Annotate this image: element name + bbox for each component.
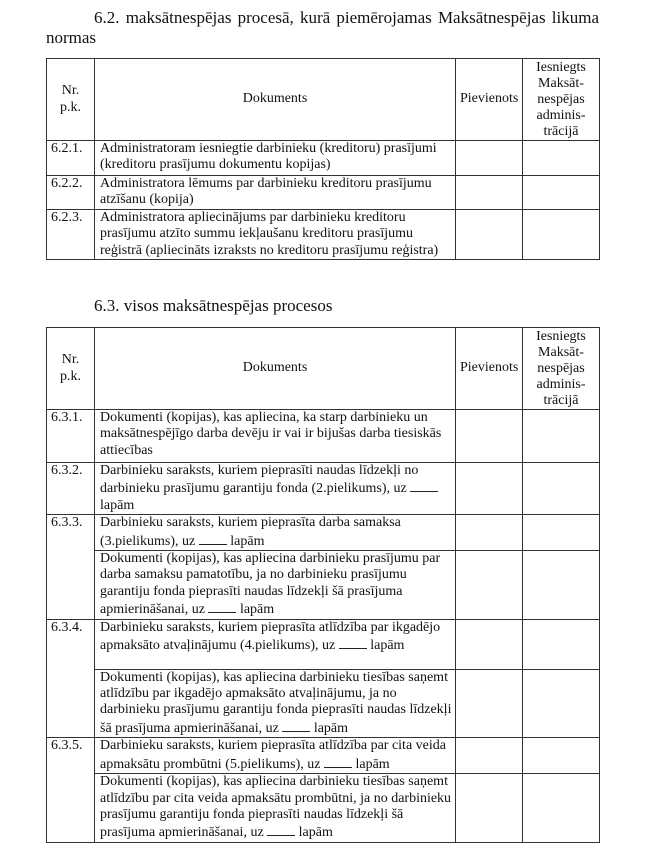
document-text: Dokumenti (kopijas), kas apliecina darbinieku prasījumu par darba samaksu pamatotību, ja no darbinieku prasījumu garantiju fonda pieprasīti naudas līdzekļi šā prasījuma apmierināšanai, uz <box>100 551 441 618</box>
col-header-attached: Pievienots <box>456 328 523 410</box>
table-subrow <box>47 669 600 738</box>
page-count-blank[interactable] <box>208 600 236 613</box>
attached-cell[interactable] <box>456 410 523 463</box>
row-document <box>95 738 456 774</box>
document-suffix: lapām <box>100 497 135 513</box>
page-count-blank[interactable] <box>324 755 352 768</box>
row-number: 6.2.3. <box>47 209 95 259</box>
document-suffix: lapām <box>355 756 390 772</box>
table-row <box>47 463 600 515</box>
col-header-submitted: Iesniegts Maksāt-nespējas adminis-trācijā <box>523 328 600 410</box>
page-count-blank[interactable] <box>410 479 438 492</box>
row-document <box>95 619 456 669</box>
row-document <box>95 551 456 620</box>
row-number: 6.3.2. <box>47 463 95 515</box>
table-row <box>47 619 600 669</box>
table-row <box>47 515 600 551</box>
section-6-2-heading: 6.2. maksātnespējas procesā, kurā piemērojamas Maksātnespējas likuma normas <box>46 8 599 47</box>
documents-table-6-2 <box>46 58 600 260</box>
row-document <box>95 774 456 843</box>
attached-cell[interactable] <box>456 515 523 551</box>
attached-cell[interactable] <box>456 176 523 210</box>
submitted-cell[interactable] <box>523 738 600 774</box>
submitted-cell[interactable] <box>523 141 600 176</box>
table-row <box>47 410 600 463</box>
col-header-submitted: Iesniegts Maksāt-nespējas adminis-trācijā <box>523 59 600 141</box>
submitted-cell[interactable] <box>523 515 600 551</box>
submitted-cell[interactable] <box>523 176 600 210</box>
col-header-document: Dokuments <box>95 328 456 410</box>
document-text: Darbinieku saraksts, kuriem pieprasīti naudas līdzekļi no darbinieku prasījumu garantiju fonda (2.pielikums), uz <box>100 463 419 497</box>
row-number: 6.2.1. <box>47 141 95 176</box>
col-header-document: Dokuments <box>95 59 456 141</box>
attached-cell[interactable] <box>456 551 523 620</box>
row-document: Administratora lēmums par darbinieku kreditoru prasījumu atzīšanu (kopija) <box>95 176 456 210</box>
table-row <box>47 176 600 210</box>
page-count-blank[interactable] <box>282 719 310 732</box>
submitted-cell[interactable] <box>523 669 600 738</box>
document-suffix: lapām <box>298 825 333 841</box>
attached-cell[interactable] <box>456 619 523 669</box>
row-number: 6.3.1. <box>47 410 95 463</box>
table-row <box>47 141 600 176</box>
attached-cell[interactable] <box>456 774 523 843</box>
document-text: Darbinieku saraksts, kuriem pieprasīta darba samaksa (3.pielikums), uz <box>100 515 401 549</box>
document-suffix: lapām <box>313 720 349 736</box>
document-suffix: lapām <box>239 602 275 618</box>
section-6-3-heading: 6.3. visos maksātnespējas procesos <box>94 296 333 315</box>
row-number: 6.3.4. <box>47 619 95 738</box>
document-text: Dokumenti (kopijas), kas apliecina darbinieku tiesības saņemt atlīdzību par ikgadējo apmaksāto atvaļinājumu, ja no darbinieku prasījumu garantiju fonda pieprasīti naudas līdzekļi šā prasījuma apmierināšanai, uz <box>100 669 452 736</box>
document-text: Darbinieku saraksts, kuriem pieprasīta atlīdzība par cita veida apmaksātu prombūtni (5.pielikums), uz <box>100 738 446 772</box>
document-suffix: lapām <box>230 533 265 549</box>
row-document <box>95 669 456 738</box>
table-header-row <box>47 328 600 410</box>
submitted-cell[interactable] <box>523 410 600 463</box>
row-document <box>95 515 456 551</box>
col-header-nr: Nr. p.k. <box>47 59 95 141</box>
submitted-cell[interactable] <box>523 551 600 620</box>
page-count-blank[interactable] <box>199 532 227 545</box>
page-count-blank[interactable] <box>267 823 295 836</box>
attached-cell[interactable] <box>456 669 523 738</box>
row-document: Administratora apliecinājums par darbinieku kreditoru prasījumu atzīto summu iekļaušanu kreditoru prasījumu reģistrā (apliecināts izraksts no kreditoru prasījumu reģistra) <box>95 209 456 259</box>
row-number: 6.3.5. <box>47 738 95 842</box>
table-row <box>47 209 600 259</box>
attached-cell[interactable] <box>456 738 523 774</box>
table-subrow <box>47 551 600 620</box>
table-subrow <box>47 774 600 843</box>
attached-cell[interactable] <box>456 141 523 176</box>
row-number: 6.3.3. <box>47 515 95 619</box>
submitted-cell[interactable] <box>523 209 600 259</box>
row-document: Dokumenti (kopijas), kas apliecina, ka starp darbinieku un maksātnespējīgo darba devēju ir vai ir bijušas darba tiesiskās attiecības <box>95 410 456 463</box>
row-number: 6.2.2. <box>47 176 95 210</box>
submitted-cell[interactable] <box>523 463 600 515</box>
document-suffix: lapām <box>370 638 405 654</box>
document-text: Darbinieku saraksts, kuriem pieprasīta atlīdzība par ikgadējo apmaksāto atvaļinājumu (4.pielikums), uz <box>100 619 441 654</box>
table-row <box>47 738 600 774</box>
col-header-nr: Nr. p.k. <box>47 328 95 410</box>
row-document <box>95 463 456 515</box>
table-header-row <box>47 59 600 141</box>
attached-cell[interactable] <box>456 209 523 259</box>
submitted-cell[interactable] <box>523 619 600 669</box>
col-header-attached: Pievienots <box>456 59 523 141</box>
page-count-blank[interactable] <box>339 636 367 649</box>
row-document: Administratoram iesniegtie darbinieku (kreditoru) prasījumi (kreditoru prasījumu dokumentu kopijas) <box>95 141 456 176</box>
document-text: Dokumenti (kopijas), kas apliecina darbinieku tiesības saņemt atlīdzību par cita veida apmaksātu prombūtni, ja no darbinieku prasījumu garantiju fonda pieprasīti naudas līdzekļi šā prasījuma apmierināšanai, uz <box>100 774 452 841</box>
documents-table-6-3 <box>46 327 600 843</box>
submitted-cell[interactable] <box>523 774 600 843</box>
attached-cell[interactable] <box>456 463 523 515</box>
